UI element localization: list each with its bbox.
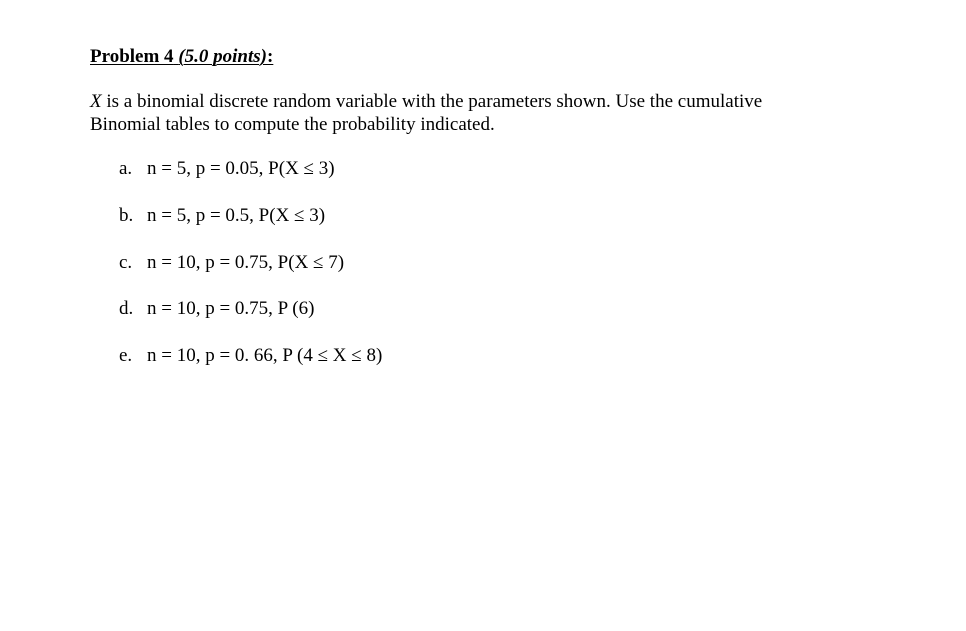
random-variable-symbol: X	[90, 91, 102, 112]
problem-title: Problem 4	[90, 46, 174, 67]
item-letter: e.	[119, 345, 133, 366]
list-item	[119, 205, 325, 227]
item-letter: b.	[119, 205, 134, 226]
problem-colon: :	[267, 46, 274, 67]
instructions-line-1: is a binomial discrete random variable with the parameters shown. Use the cumulative	[101, 91, 763, 112]
problem-heading	[90, 46, 273, 68]
list-item	[119, 252, 344, 274]
list-item	[119, 345, 382, 367]
item-text: n = 5, p = 0.5, P(X ≤ 3)	[147, 205, 326, 226]
item-text: n = 5, p = 0.05, P(X ≤ 3)	[147, 158, 335, 179]
item-letter: c.	[119, 252, 133, 273]
problem-instructions	[90, 90, 850, 136]
item-text: n = 10, p = 0.75, P(X ≤ 7)	[147, 252, 345, 273]
list-item	[119, 158, 335, 180]
item-text: n = 10, p = 0. 66, P (4 ≤ X ≤ 8)	[147, 345, 383, 366]
problem-points: (5.0 points)	[178, 46, 267, 67]
item-letter: d.	[119, 298, 134, 319]
list-item	[119, 298, 314, 320]
item-letter: a.	[119, 158, 133, 179]
item-text: n = 10, p = 0.75, P (6)	[147, 298, 315, 319]
instructions-line-2: Binomial tables to compute the probability indicated.	[90, 114, 495, 135]
